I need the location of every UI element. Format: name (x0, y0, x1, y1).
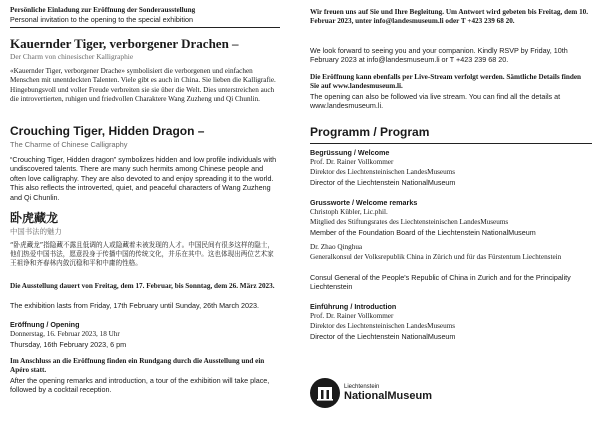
exhibition-text-zh: “卧虎藏龙”指隐藏不露且低调的人或隐藏着未被发现的人才。中国民间有很多这样的隐士，他们热爱中国书法，愿意投身于传播中国的传统文化，并乐在其中。这也体现出两位艺术家王祖诤和齐春林内敛沉稳和平和中庸的性格。 (10, 241, 274, 268)
program-item-role-de: Direktor des Liechtensteinischen LandesMuseums (310, 322, 456, 330)
program-item-name: Dr. Zhao Qinghua (310, 243, 363, 251)
program-item-role-en: Director of the Liechtenstein NationalMuseum (310, 178, 456, 187)
dates-de: Die Ausstellung dauert von Freitag, dem 17. Februar, bis Sonntag, dem 26. März 2023. (10, 282, 275, 290)
program-item-title: Grussworte / Welcome remarks (310, 198, 418, 207)
tour-de: Im Anschluss an die Eröffnung finden ein Rundgang durch die Ausstellung und ein Apéro statt. (10, 357, 265, 375)
exhibition-subheading-de: Der Charm von chinesischer Kalligraphie (10, 52, 134, 61)
program-item-role-de: Generalkonsul der Volksrepublik China in Zürich und für das Fürstentum Liechtenstein (310, 253, 562, 261)
opening-date-en: Thursday, 16th February 2023, 6 pm (10, 340, 127, 349)
livestream-en: The opening can also be followed via live stream. You can find all the details at www.landesmuseum.li. (310, 92, 561, 111)
program-item-role-de: Direktor des Liechtensteinischen LandesMuseums (310, 168, 456, 176)
program-item-role-en: Consul General of the People's Republic of China in Zurich and for the Principality Liechtenstein (310, 273, 571, 292)
divider (10, 27, 280, 28)
brand-small-text: Liechtenstein (344, 384, 380, 390)
exhibition-subheading-zh: 中国书法的魅力 (10, 227, 62, 236)
program-heading: Programm / Program (310, 125, 430, 139)
program-item-name: Prof. Dr. Rainer Vollkommer (310, 158, 394, 166)
exhibition-text-de: «Kauernder Tiger, verborgener Drache» symbolisiert die verborgenen und einfachen Menschen mit unentdeckten Talenten. Viele gibt es auch in China. Sie lieben die Kalligrafie. Hingebungsvoll und voller Freude verbreiten sie sie über die Welt. Dies unterstreichen auch die introvertierten, ruhigen und friedvollen Charaktere Wang Zuzheng und Qi Chunlin. (10, 67, 276, 104)
program-item-title: Einführung / Introduction (310, 302, 397, 311)
tour-en: After the opening remarks and introduction, a tour of the exhibition will take place, followed by a cocktail reception. (10, 376, 270, 395)
program-item-role-de: Mitglied des Stiftungsrates des Liechtensteinischen LandesMuseums (310, 218, 509, 226)
invitation-title-en: Personal invitation to the opening to the special exhibition (10, 15, 194, 24)
opening-heading: Eröffnung / Opening (10, 320, 80, 329)
rsvp-de: Wir freuen uns auf Sie und Ihre Begleitung. Um Antwort wird gebeten bis Freitag, dem 10. Februar 2023, unter info@landesmuseum.li oder T +423 239 68 20. (310, 8, 589, 26)
divider (310, 143, 592, 144)
program-item-name: Prof. Dr. Rainer Vollkommer (310, 312, 394, 320)
livestream-de: Die Eröffnung kann ebenfalls per Live-Stream verfolgt werden. Sämtliche Details finden Sie auf www.landesmuseum.li. (310, 73, 582, 91)
program-item-role-en: Director of the Liechtenstein NationalMuseum (310, 332, 456, 341)
program-item-role-en: Member of the Foundation Board of the Liechtenstein NationalMuseum (310, 228, 536, 237)
program-item-title: Begrüssung / Welcome (310, 148, 390, 157)
opening-date-de: Donnerstag, 16. Februar 2023, 18 Uhr (10, 330, 120, 338)
brand-name: NationalMuseum (344, 390, 433, 402)
museum-m-logo-icon (310, 378, 340, 408)
exhibition-subheading-en: The Charme of Chinese Calligraphy (10, 140, 128, 149)
exhibition-heading-en: Crouching Tiger, Hidden Dragon – (10, 124, 205, 138)
dates-en: The exhibition lasts from Friday, 17th February until Sunday, 26th March 2023. (10, 301, 260, 310)
exhibition-heading-zh: 卧虎藏龙 (10, 211, 59, 225)
exhibition-text-en: “Crouching Tiger, Hidden dragon” symbolizes hidden and low profile individuals with undiscovered talents. There are many such hermits among Chinese people and often love calligraphy. They are also devoted to and enjoy spreading it to the world. This also reflects the introverted, quiet, and peaceful characters of Wang Zuzheng and Qi Chunlin. (10, 155, 277, 202)
exhibition-heading-de: Kauernder Tiger, verborgener Drachen – (10, 36, 239, 51)
rsvp-en: We look forward to seeing you and your companion. Kindly RSVP by Friday, 10th February 2023 at info@landesmuseum.li or T +423 239 68 20. (310, 46, 568, 65)
program-item-name: Christoph Kübler, Lic.phil. (310, 208, 388, 216)
invitation-title-de: Persönliche Einladung zur Eröffnung der Sonderausstellung (10, 6, 196, 14)
